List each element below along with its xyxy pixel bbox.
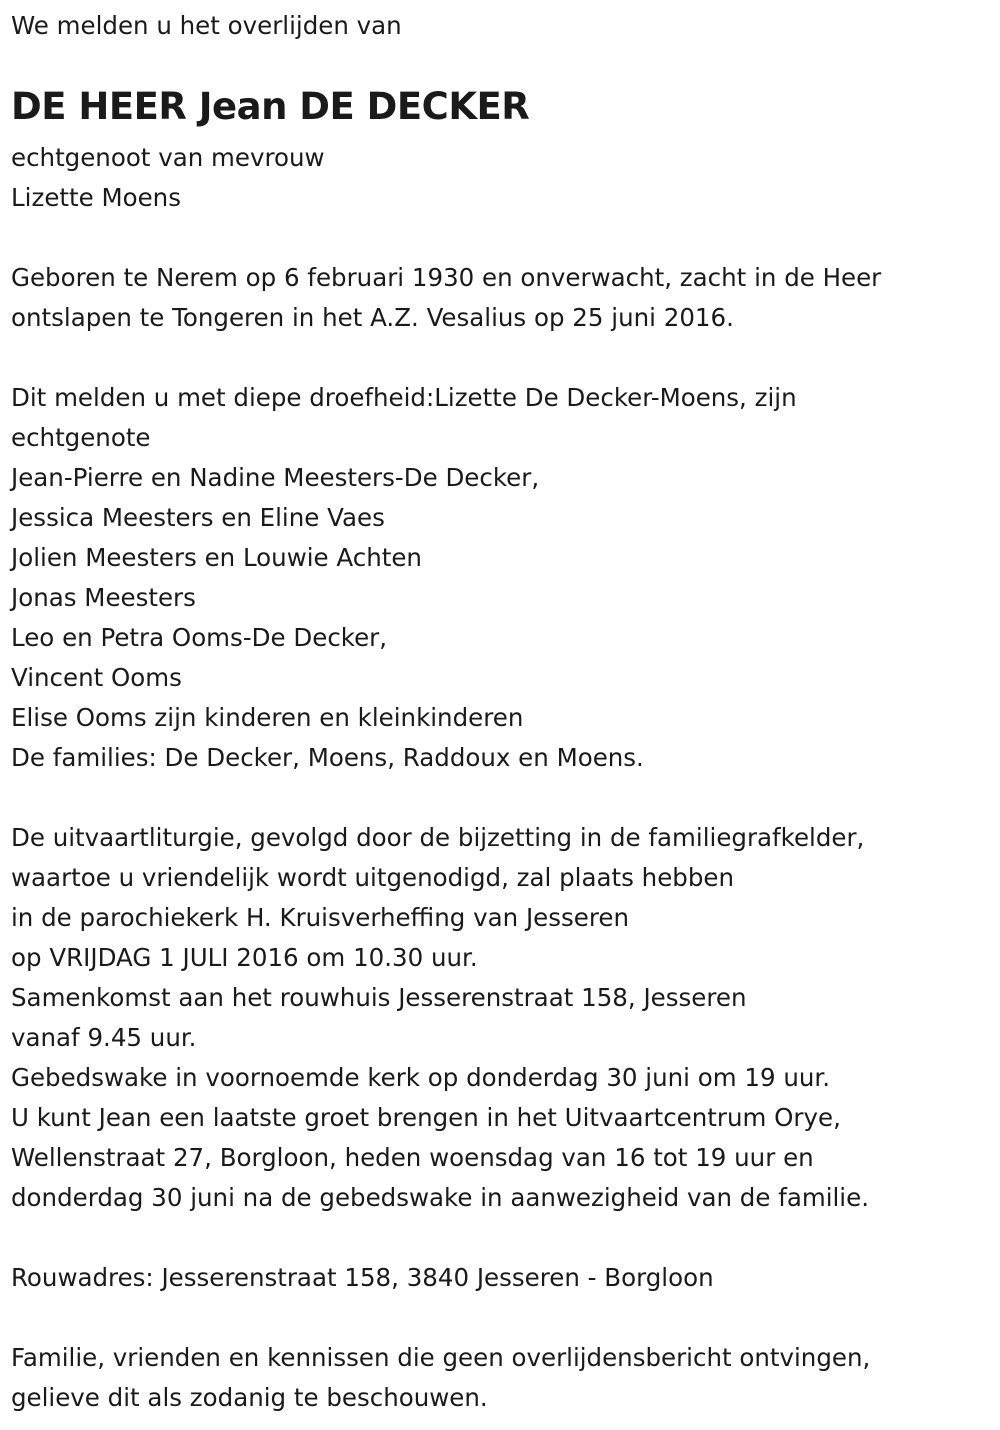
ceremony-line: Wellenstraat 27, Borgloon, heden woensdag van 16 tot 19 uur en bbox=[11, 1143, 814, 1172]
mourning-address: Rouwadres: Jesserenstraat 158, 3840 Jesseren - Borgloon bbox=[11, 1263, 714, 1292]
family-line: Dit melden u met diepe droefheid:Lizette De Decker-Moens, zijn bbox=[11, 383, 797, 412]
spouse-line: echtgenoot van mevrouw bbox=[11, 143, 325, 172]
deceased-name: DE HEER Jean DE DECKER bbox=[11, 85, 530, 128]
closing-line: Familie, vrienden en kennissen die geen overlijdensbericht ontvingen, bbox=[11, 1343, 871, 1372]
ceremony-line: waartoe u vriendelijk wordt uitgenodigd, zal plaats hebben bbox=[11, 863, 734, 892]
closing-line: gelieve dit als zodanig te beschouwen. bbox=[11, 1383, 488, 1412]
family-line: Jean-Pierre en Nadine Meesters-De Decker, bbox=[11, 463, 540, 492]
spouse-line: Lizette Moens bbox=[11, 183, 181, 212]
birth-line: ontslapen te Tongeren in het A.Z. Vesalius op 25 juni 2016. bbox=[11, 303, 734, 332]
ceremony-line: op VRIJDAG 1 JULI 2016 om 10.30 uur. bbox=[11, 943, 478, 972]
obituary-notice bbox=[11, 0, 991, 1418]
family-line: De families: De Decker, Moens, Raddoux en Moens. bbox=[11, 743, 644, 772]
family-line: Jolien Meesters en Louwie Achten bbox=[11, 543, 422, 572]
family-line: Elise Ooms zijn kinderen en kleinkinderen bbox=[11, 703, 524, 732]
paragraph-gap bbox=[11, 218, 991, 258]
paragraph-gap bbox=[11, 778, 991, 818]
ceremony-line: Gebedswake in voornoemde kerk op donderdag 30 juni om 19 uur. bbox=[11, 1063, 831, 1092]
ceremony-line: Samenkomst aan het rouwhuis Jesserenstraat 158, Jesseren bbox=[11, 983, 747, 1012]
ceremony-line: U kunt Jean een laatste groet brengen in het Uitvaartcentrum Orye, bbox=[11, 1103, 841, 1132]
family-line: echtgenote bbox=[11, 423, 151, 452]
paragraph-gap bbox=[11, 338, 991, 378]
ceremony-line: in de parochiekerk H. Kruisverheffing van Jesseren bbox=[11, 903, 629, 932]
ceremony-line: De uitvaartliturgie, gevolgd door de bijzetting in de familiegrafkelder, bbox=[11, 823, 865, 852]
family-line: Jonas Meesters bbox=[11, 583, 196, 612]
birth-line: Geboren te Nerem op 6 februari 1930 en onverwacht, zacht in de Heer bbox=[11, 263, 882, 292]
paragraph-gap bbox=[11, 1218, 991, 1258]
family-line: Jessica Meesters en Eline Vaes bbox=[11, 503, 385, 532]
intro-text: We melden u het overlijden van bbox=[11, 11, 402, 40]
ceremony-line: vanaf 9.45 uur. bbox=[11, 1023, 197, 1052]
family-line: Leo en Petra Ooms-De Decker, bbox=[11, 623, 388, 652]
paragraph-gap bbox=[11, 1298, 991, 1338]
ceremony-line: donderdag 30 juni na de gebedswake in aanwezigheid van de familie. bbox=[11, 1183, 869, 1212]
family-line: Vincent Ooms bbox=[11, 663, 182, 692]
